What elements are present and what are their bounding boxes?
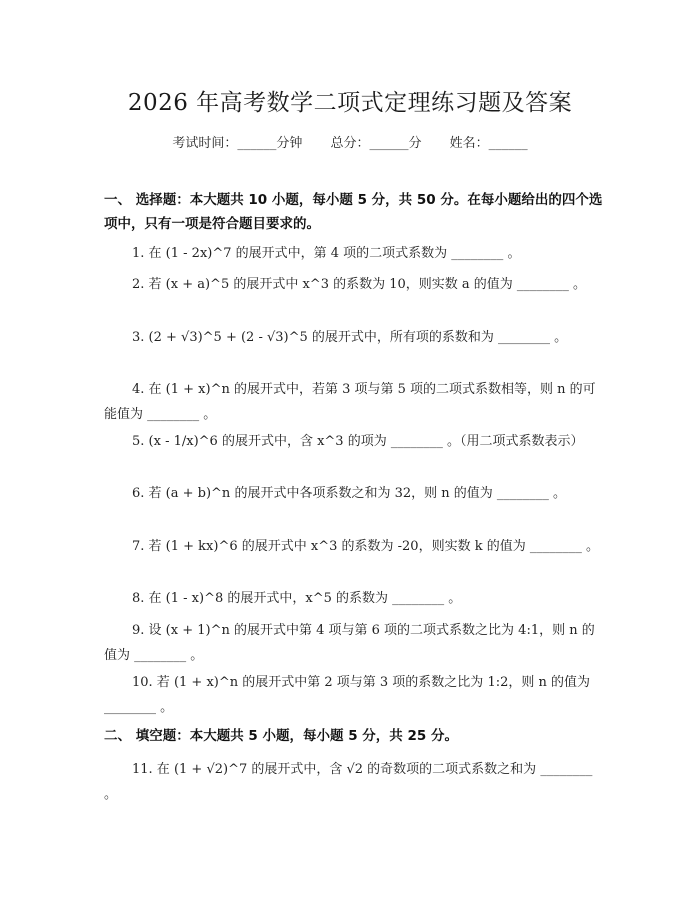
question-6: 6. 若 (a + b)^n 的展开式中各项系数之和为 32，则 n 的值为 ________ 。	[132, 486, 567, 501]
question-9: 9. 设 (x + 1)^n 的展开式中第 4 项与第 6 项的二项式系数之比为 4:1，则 n 的值为 ________ 。	[104, 623, 595, 663]
total-score: 总分：______分	[330, 136, 422, 151]
question-7: 7. 若 (1 + kx)^6 的展开式中 x^3 的系数为 -20，则实数 k 的值为 ________ 。	[132, 539, 599, 554]
section-heading-multiple-choice: 一、 选择题：本大题共 10 小题，每小题 5 分，共 50 分。在每小题给出的四个选项中，只有一项是符合题目要求的。	[104, 192, 603, 232]
question-4: 4. 在 (1 + x)^n 的展开式中，若第 3 项与第 5 项的二项式系数相等，则 n 的可能值为 ________ 。	[104, 382, 596, 422]
section-heading-fill-in: 二、 填空题：本大题共 5 小题，每小题 5 分，共 25 分。	[104, 728, 458, 744]
student-name: 姓名：______	[449, 136, 528, 151]
question-3: 3. (2 + √3)^5 + (2 - √3)^5 的展开式中，所有项的系数和为 ________ 。	[132, 330, 568, 345]
question-2: 2. 若 (x + a)^5 的展开式中 x^3 的系数为 10，则实数 a 的值为 ________ 。	[132, 277, 587, 292]
question-10: 10. 若 (1 + x)^n 的展开式中第 2 项与第 3 项的系数之比为 1:2，则 n 的值为 ________ 。	[104, 675, 591, 715]
question-11: 11. 在 (1 + √2)^7 的展开式中，含 √2 的奇数项的二项式系数之和为 ________ 。	[104, 762, 593, 802]
question-8: 8. 在 (1 - x)^8 的展开式中，x^5 的系数为 ________ 。	[132, 591, 462, 606]
page-title: 2026 年高考数学二项式定理练习题及答案	[127, 90, 573, 116]
exam-time: 考试时间：______分钟	[172, 136, 303, 151]
question-5: 5. (x - 1/x)^6 的展开式中，含 x^3 的项为 ________ 。（用二项式系数表示）	[132, 434, 584, 449]
exam-info	[0, 132, 700, 151]
question-1: 1. 在 (1 - 2x)^7 的展开式中，第 4 项的二项式系数为 ________ 。	[132, 246, 521, 261]
